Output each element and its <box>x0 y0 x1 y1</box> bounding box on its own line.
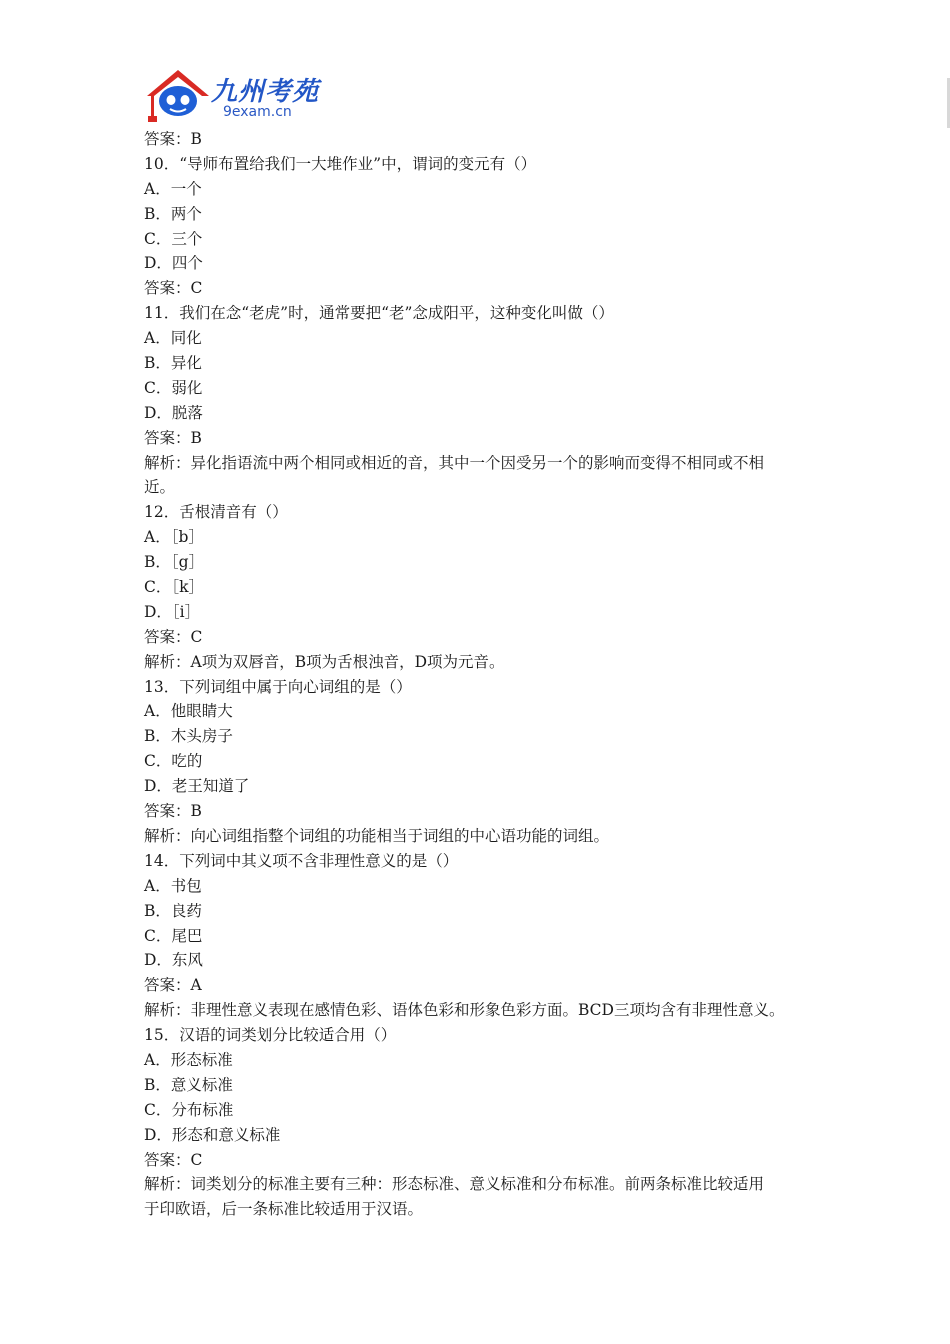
question-13: 13．下列词组中属于向心词组的是（） <box>144 677 412 696</box>
explanation-line: 于印欧语，后一条标准比较适用于汉语。 <box>144 1200 424 1219</box>
answer-line: 答案：C <box>144 1150 203 1169</box>
option-line: A．书包 <box>144 876 202 895</box>
question-10: 10．“导师布置给我们一大堆作业”中，谓词的变元有（） <box>144 154 537 173</box>
option-line: C．［k］ <box>144 578 205 597</box>
option-line: B．良药 <box>144 901 202 920</box>
answer-line: 答案：C <box>144 279 203 298</box>
answer-line: 答案：C <box>144 627 203 646</box>
question-15: 15．汉语的词类划分比较适合用（） <box>144 1026 397 1045</box>
option-line: B．意义标准 <box>144 1075 233 1094</box>
graduation-cap-mascot-icon <box>145 66 211 124</box>
option-line: B．［g］ <box>144 553 205 572</box>
option-line: C．三个 <box>144 229 203 248</box>
option-line: B．异化 <box>144 354 202 373</box>
explanation-line: 解析：词类划分的标准主要有三种：形态标准、意义标准和分布标准。前两条标准比较适用 <box>144 1175 765 1194</box>
answer-line: 答案：B <box>144 428 202 447</box>
option-line: D．东风 <box>144 951 203 970</box>
option-line: B．木头房子 <box>144 727 233 746</box>
option-line: C．弱化 <box>144 378 203 397</box>
answer-line: 答案：B <box>144 130 202 148</box>
option-line: C．吃的 <box>144 752 203 771</box>
answer-line: 答案：B <box>144 802 202 821</box>
question-12: 12．舌根清音有（） <box>144 503 288 522</box>
logo-brand-en: 9exam.cn <box>223 104 292 120</box>
explanation-line: 解析：A项为双唇音，B项为舌根浊音，D项为元音。 <box>144 652 505 671</box>
option-line: D．老王知道了 <box>144 777 250 796</box>
option-line: B．两个 <box>144 204 202 223</box>
answer-line: 答案：A <box>144 976 202 995</box>
option-line: A．同化 <box>144 329 202 348</box>
logo <box>145 66 320 124</box>
question-11: 11．我们在念“老虎”时，通常要把“老”念成阳平，这种变化叫做（） <box>144 304 614 323</box>
explanation-line: 解析：异化指语流中两个相同或相近的音，其中一个因受另一个的影响而变得不相同或不相 <box>144 453 765 472</box>
option-line: A．形态标准 <box>144 1050 233 1069</box>
question-14: 14．下列词中其义项不含非理性意义的是（） <box>144 851 459 870</box>
option-line: D．四个 <box>144 254 203 273</box>
option-line: A．［b］ <box>144 528 204 547</box>
option-line: A．一个 <box>144 179 202 198</box>
option-line: C．尾巴 <box>144 926 203 945</box>
option-line: D．形态和意义标准 <box>144 1125 281 1144</box>
logo-brand-cn: 九州考苑 <box>211 77 320 107</box>
option-line: C．分布标准 <box>144 1100 234 1119</box>
explanation-line: 解析：非理性意义表现在感情色彩、语体色彩和形象色彩方面。BCD三项均含有非理性意义。 <box>144 1001 785 1020</box>
option-line: D．［i］ <box>144 602 201 621</box>
question-list <box>144 127 824 1222</box>
option-line: A．他眼睛大 <box>144 702 233 721</box>
explanation-line: 近。 <box>144 478 176 497</box>
option-line: D．脱落 <box>144 403 203 422</box>
explanation-line: 解析：向心词组指整个词组的功能相当于词组的中心语功能的词组。 <box>144 826 610 845</box>
